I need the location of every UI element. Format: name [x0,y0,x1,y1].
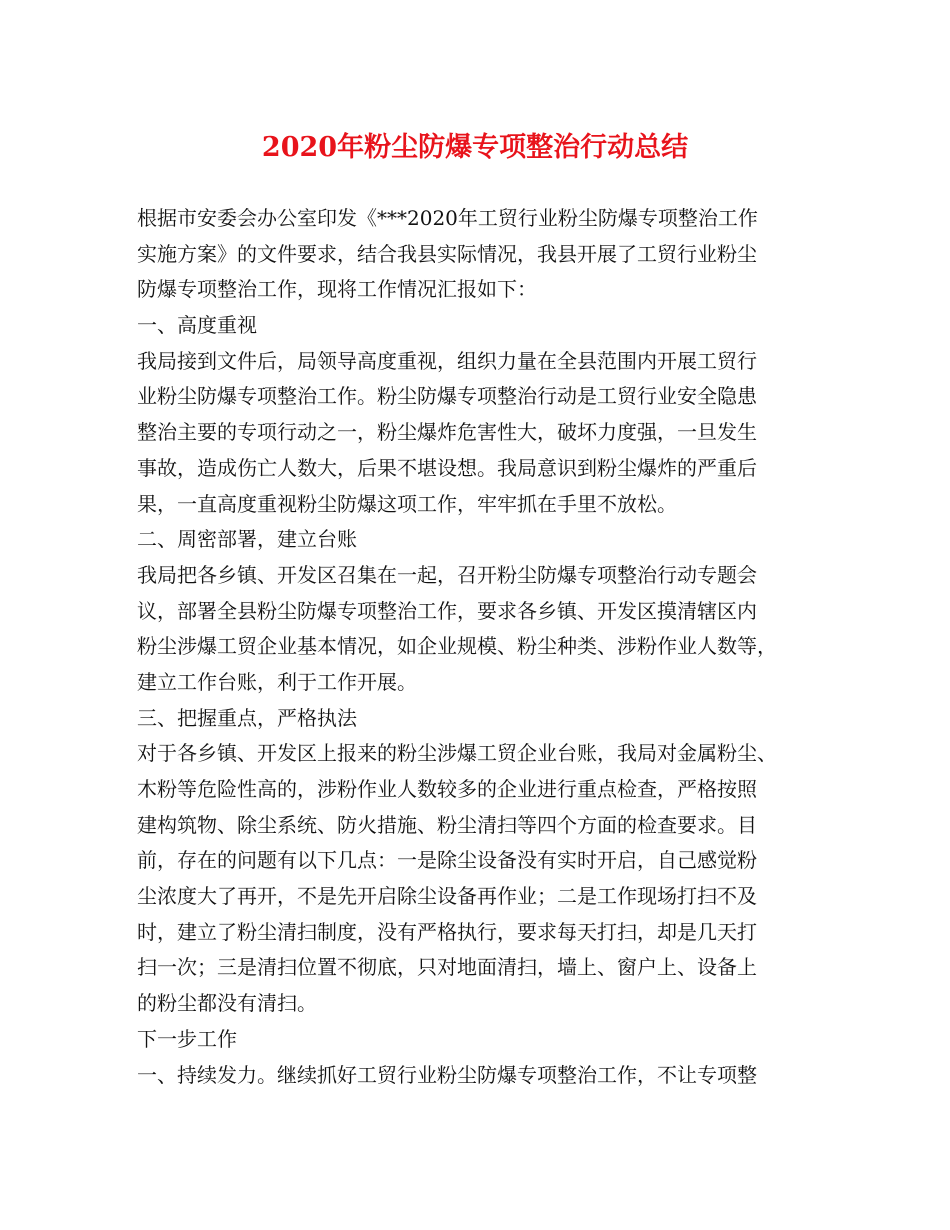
body-line: 的粉尘都没有清扫。 [137,991,317,1016]
body-line: 建立工作台账，利于工作开展。 [137,669,417,694]
body-line: 建构筑物、除尘系统、防火措施、粉尘清扫等四个方面的检查要求。目 [137,812,757,837]
body-line: 事故，造成伤亡人数大，后果不堪设想。我局意识到粉尘爆炸的严重后 [137,455,757,480]
document-body [137,201,827,1093]
body-line: 整治主要的专项行动之一，粉尘爆炸危害性大，破坏力度强，一旦发生 [137,420,757,445]
section-heading: 二、周密部署，建立台账 [137,527,357,552]
document-title: 2020年粉尘防爆专项整治行动总结 [261,132,689,163]
body-line: 扫一次；三是清扫位置不彻底，只对地面清扫，墙上、窗户上、设备上 [137,955,757,980]
body-line: 果，一直高度重视粉尘防爆这项工作，牢牢抓在手里不放松。 [137,491,677,516]
body-line: 议，部署全县粉尘防爆专项整治工作，要求各乡镇、开发区摸清辖区内 [137,598,757,623]
body-line: 业粉尘防爆专项整治工作。粉尘防爆专项整治行动是工贸行业安全隐患 [137,384,757,409]
body-line: 我局把各乡镇、开发区召集在一起，召开粉尘防爆专项整治行动专题会 [137,562,757,587]
section-heading: 下一步工作 [137,1026,237,1051]
body-line: 粉尘涉爆工贸企业基本情况，如企业规模、粉尘种类、涉粉作业人数等， [137,634,777,659]
body-line: 我局接到文件后，局领导高度重视，组织力量在全县范围内开展工贸行 [137,348,757,373]
body-line: 一、持续发力。继续抓好工贸行业粉尘防爆专项整治工作，不让专项整 [137,1062,757,1087]
body-line: 防爆专项整治工作，现将工作情况汇报如下： [137,277,537,302]
body-line: 对于各乡镇、开发区上报来的粉尘涉爆工贸企业台账，我局对金属粉尘、 [137,741,777,766]
body-line: 实施方案》的文件要求，结合我县实际情况，我县开展了工贸行业粉尘 [137,241,757,266]
body-line: 时，建立了粉尘清扫制度，没有严格执行，要求每天打扫，却是几天打 [137,919,757,944]
body-line: 根据市安委会办公室印发《***2020年工贸行业粉尘防爆专项整治工作 [137,206,758,230]
section-heading: 三、把握重点，严格执法 [137,705,357,730]
body-line: 木粉等危险性高的，涉粉作业人数较多的企业进行重点检查，严格按照 [137,777,757,801]
body-line: 前，存在的问题有以下几点：一是除尘设备没有实时开启，自己感觉粉 [137,848,757,873]
section-heading: 一、高度重视 [137,313,257,338]
body-line: 尘浓度大了再开，不是先开启除尘设备再作业；二是工作现场打扫不及 [137,884,757,909]
